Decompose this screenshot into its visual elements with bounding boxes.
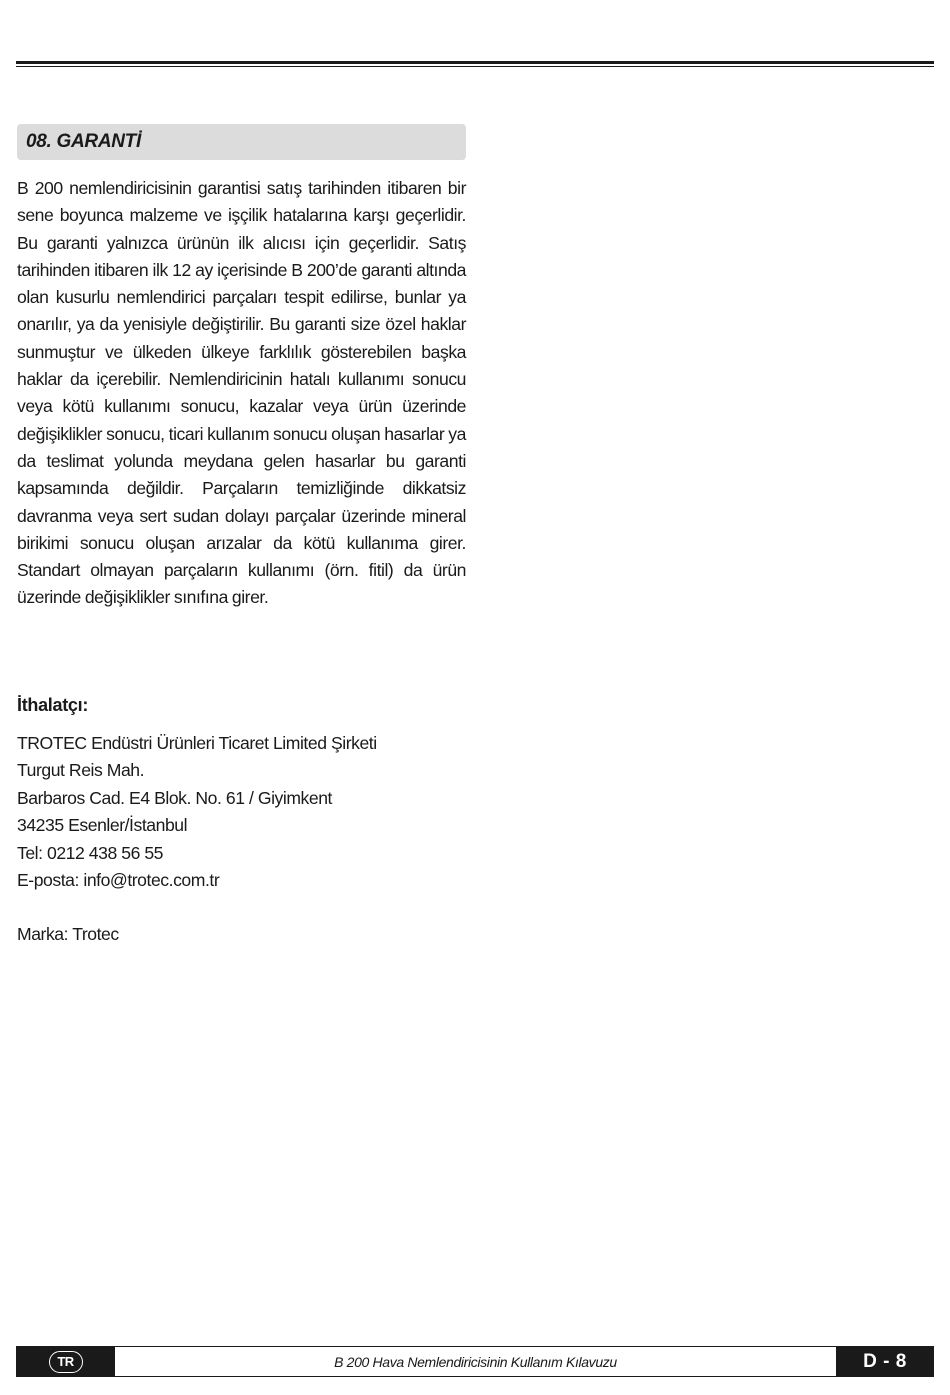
- address-line-phone: Tel: 0212 438 56 55: [17, 842, 164, 863]
- section-heading: 08. GARANTİ: [26, 131, 141, 152]
- importer-address: [17, 730, 377, 894]
- page-footer: [16, 1346, 934, 1377]
- page-number: D - 8: [836, 1347, 934, 1376]
- address-line-building: Barbaros Cad. E4 Blok. No. 61 / Giyimkent: [17, 787, 332, 808]
- header-rule-thin: [16, 66, 934, 67]
- brand-line: Marka: Trotec: [17, 924, 119, 944]
- language-badge: TR: [49, 1351, 83, 1373]
- footer-title: B 200 Hava Nemlendiricisinin Kullanım Kılavuzu: [334, 1353, 617, 1370]
- warranty-paragraph: B 200 nemlendiricisinin garantisi satış tarihinden itibaren bir sene boyunca malzeme ve işçilik hatalarına karşı geçerlidir. Bu garanti yalnızca ürünün ilk alıcısı için geçerlidir. Satış tarihinden itibaren ilk 12 ay içerisinde B 200’de garanti altında olan kusurlu nemlendirici parçaları tespit edilirse, bunlar ya onarılır, ya da yenisiyle değiştirilir. Bu garanti size özel haklar sunmuştur ve ülkeden ülkeye farklılık gösterebilen başka haklar da içerebilir. Nemlendiricinin hatalı kullanımı sonucu veya kötü kullanımı sonucu, kazalar veya ürün üzerinde değişiklikler sonucu, ticari kullanım sonucu oluşan hasarlar ya da teslimat yolunda meydana gelen hasarlar bu garanti kapsamında değildir. Parçaların temizliğinde dikkatsiz davranma veya sert sudan dolayı parçalar üzerinde mineral birikimi sonucu oluşan arızalar da kötü kullanıma girer. Standart olmayan parçaların kullanımı (örn. fitil) da ürün üzerinde değişiklikler sınıfına girer.: [17, 178, 466, 608]
- address-line-street: Turgut Reis Mah.: [17, 760, 145, 781]
- importer-label: İthalatçı:: [17, 695, 89, 715]
- address-line-email: E-posta: info@trotec.com.tr: [17, 870, 220, 891]
- footer-language-block: [16, 1347, 115, 1376]
- address-line-company: TROTEC Endüstri Ürünleri Ticaret Limited Şirketi: [17, 733, 377, 753]
- section-heading-box: [17, 124, 466, 160]
- header-rule-thick: [16, 61, 934, 64]
- address-line-city: 34235 Esenler/İstanbul: [17, 815, 188, 836]
